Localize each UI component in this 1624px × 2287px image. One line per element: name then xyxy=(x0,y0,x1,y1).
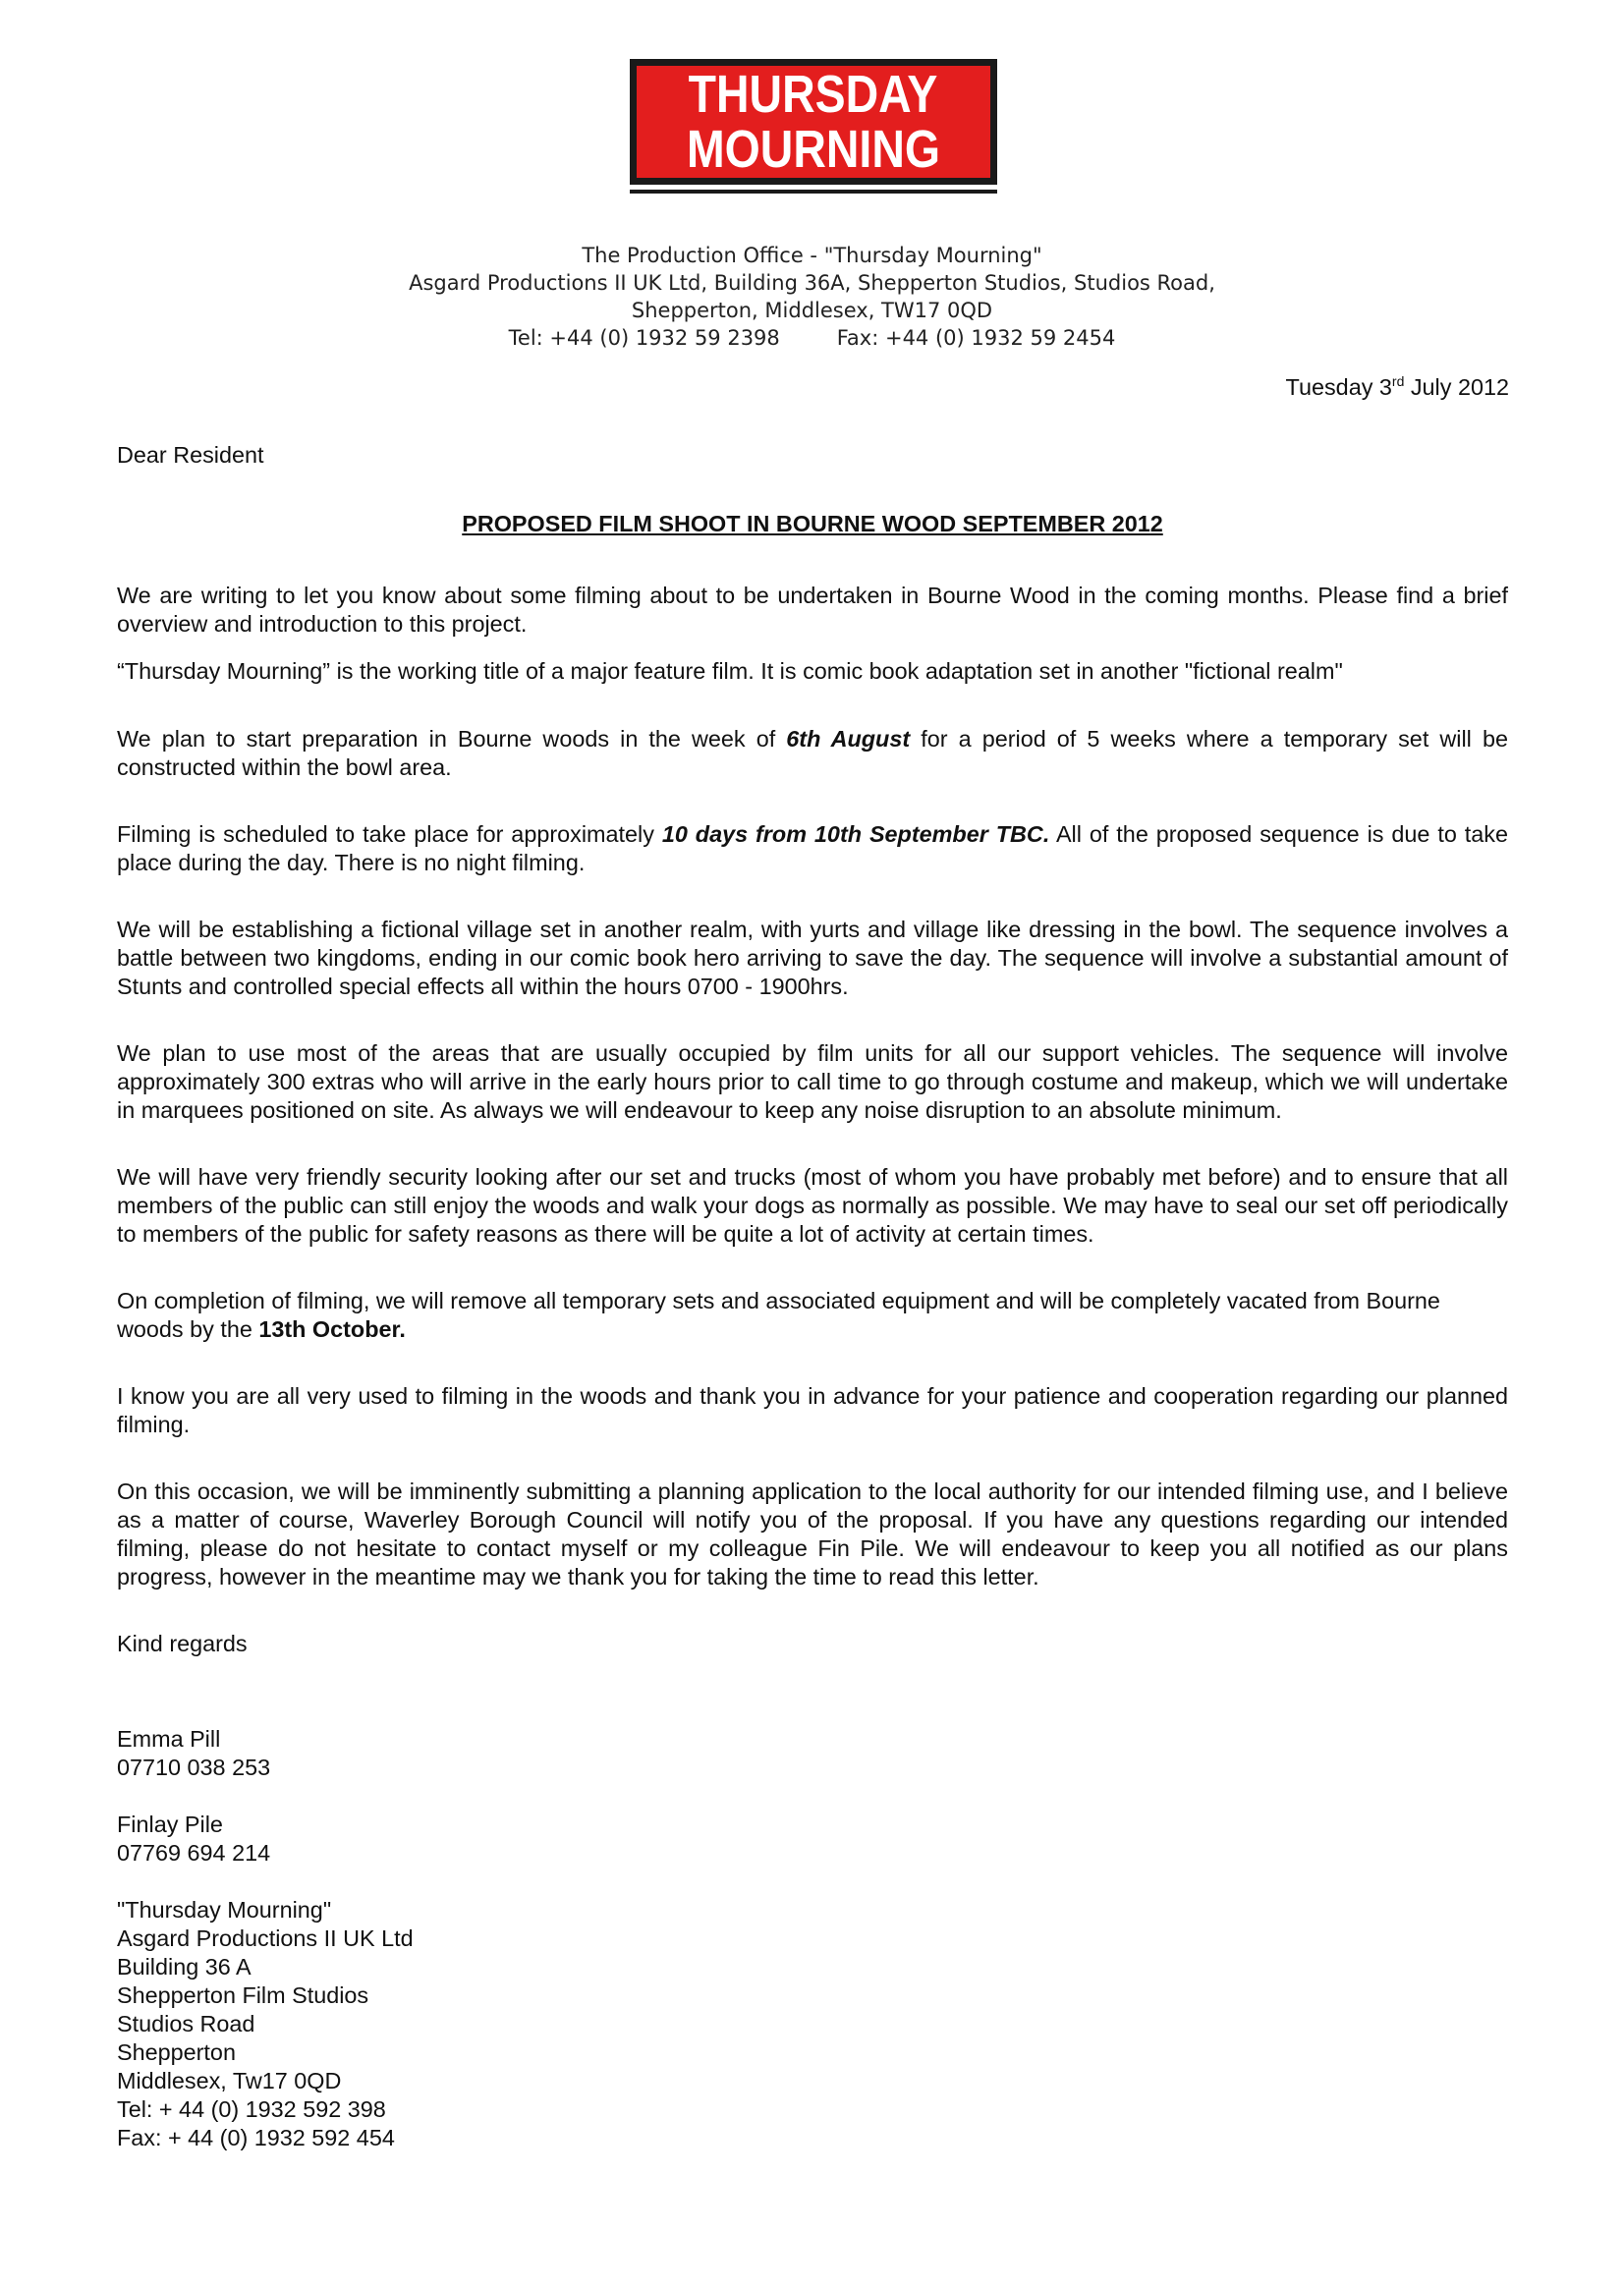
contact-finlay xyxy=(117,1811,270,1868)
paragraph-4-text-a: Filming is scheduled to take place for approximately xyxy=(117,821,662,847)
letterhead-fax: Fax: +44 (0) 1932 59 2454 xyxy=(836,326,1116,350)
logo-red-panel xyxy=(637,66,990,178)
tel-fax-line xyxy=(324,324,1300,352)
paragraph-3-text-c: for a period of 5 weeks where a temporary set will be constructed within the bowl area. xyxy=(117,726,1508,780)
date-suffix: July 2012 xyxy=(1404,374,1509,400)
footer-line: "Thursday Mourning" xyxy=(117,1897,332,1923)
footer-line: Asgard Productions II UK Ltd xyxy=(117,1925,414,1951)
paragraph-3 xyxy=(117,725,1508,782)
paragraph-10: On this occasion, we will be imminently submitting a planning application to the local authority for our intended filming use, and I believe as a matter of course, Waverley Borough Council will notify you of the proposal. If you have any questions regarding our intended filming, please do not hesitate to contact myself or my colleague Fin Pile. We will endeavour to keep you all notified as our plans progress, however in the meantime may we thank you for taking the time to read this letter. xyxy=(117,1478,1508,1590)
paragraph-3-text-a: We plan to start preparation in Bourne woods in the week of xyxy=(117,726,787,752)
logo-line-1: THURSDAY xyxy=(689,65,938,124)
contact-name: Emma Pill xyxy=(117,1726,221,1752)
paragraph-8-text-a: On completion of filming, we will remove all temporary sets and associated equipment and will be completely vacated from Bourne woods by the xyxy=(117,1288,1440,1342)
subject-heading: PROPOSED FILM SHOOT IN BOURNE WOOD SEPTEMBER 2012 xyxy=(462,511,1163,536)
paragraph-6: We plan to use most of the areas that are usually occupied by film units for all our support vehicles. The sequence will involve approximately 300 extras who will arrive in the early hours prior to call time to go through costume and makeup, which we will undertake in marquees positioned on site. As always we will endeavour to keep any noise disruption to an absolute minimum. xyxy=(117,1040,1508,1123)
paragraph-8 xyxy=(117,1287,1508,1344)
letterhead-tel: Tel: +44 (0) 1932 59 2398 xyxy=(508,326,780,350)
thursday-mourning-logo xyxy=(630,59,997,196)
paragraph-4 xyxy=(117,820,1508,877)
production-office-line: The Production Office - "Thursday Mourning" xyxy=(582,244,1042,267)
footer-line: Tel: + 44 (0) 1932 592 398 xyxy=(117,2096,386,2122)
paragraph-5: We will be establishing a fictional village set in another realm, with yurts and village like dressing in the bowl. The sequence involves a battle between two kingdoms, ending in our comic book hero arriving to save the day. The sequence will involve a substantial amount of Stunts and controlled special effects all within the hours 0700 - 1900hrs. xyxy=(117,917,1508,999)
logo-line-2: MOURNING xyxy=(686,120,940,179)
paragraph-8-emphasis: 13th October. xyxy=(258,1316,406,1342)
footer-line: Middlesex, Tw17 0QD xyxy=(117,2068,342,2093)
address-line-1: Asgard Productions II UK Ltd, Building 36A, Shepperton Studios, Studios Road, xyxy=(409,271,1215,295)
closing: Kind regards xyxy=(117,1631,248,1656)
contact-emma xyxy=(117,1725,270,1782)
contact-phone: 07710 038 253 xyxy=(117,1755,271,1780)
paragraph-3-emphasis: 6th August xyxy=(786,726,911,752)
footer-line: Building 36 A xyxy=(117,1954,252,1980)
letter-date xyxy=(1286,373,1509,402)
footer-address xyxy=(117,1896,414,2152)
paragraph-1: We are writing to let you know about some filming about to be undertaken in Bourne Wood in the coming months. Please find a brief overview and introduction to this project. xyxy=(117,583,1508,637)
address-line-2: Shepperton, Middlesex, TW17 0QD xyxy=(631,299,993,322)
footer-line: Fax: + 44 (0) 1932 592 454 xyxy=(117,2125,395,2150)
contact-name: Finlay Pile xyxy=(117,1812,223,1837)
date-prefix: Tuesday 3 xyxy=(1285,374,1392,400)
letterhead-address xyxy=(324,242,1300,352)
date-ordinal: rd xyxy=(1391,373,1405,389)
paragraph-7: We will have very friendly security looking after our set and trucks (most of whom you have probably met before) and to ensure that all members of the public can still enjoy the woods and walk your dogs as normally as possible. We may have to seal our set off periodically to members of the public for safety reasons as there will be quite a lot of activity at certain times. xyxy=(117,1164,1508,1247)
paragraph-4-emphasis: 10 days from 10th September TBC. xyxy=(661,821,1050,847)
paragraph-2: “Thursday Mourning” is the working title of a major feature film. It is comic book adaptation set in another "fictional realm" xyxy=(117,658,1343,684)
paragraph-9: I know you are all very used to filming in the woods and thank you in advance for your patience and cooperation regarding our planned filming. xyxy=(117,1383,1508,1437)
footer-line: Shepperton Film Studios xyxy=(117,1982,369,2008)
logo-underline xyxy=(630,190,997,194)
paragraph-4-text-c: All of the proposed sequence is due to take place during the day. There is no night filming. xyxy=(117,821,1508,875)
contact-phone: 07769 694 214 xyxy=(117,1840,271,1866)
salutation: Dear Resident xyxy=(117,442,264,468)
logo-frame xyxy=(630,59,997,185)
footer-line: Shepperton xyxy=(117,2039,236,2065)
footer-line: Studios Road xyxy=(117,2011,255,2036)
